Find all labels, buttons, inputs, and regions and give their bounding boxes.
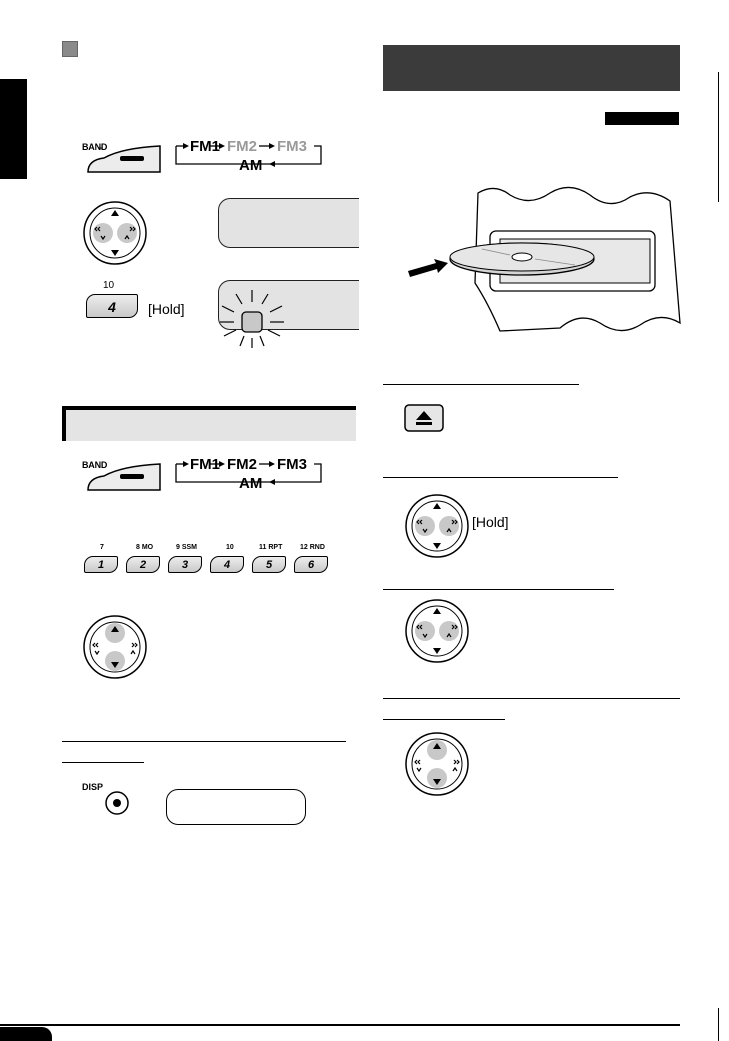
section-heading-box-left [62,406,356,441]
divider-line-short [383,719,505,720]
preset-button-1: 1 [84,556,118,573]
preset-small-label-1: 7 [100,544,104,551]
display-readout-box [166,789,306,825]
edge-mark [718,72,719,202]
band-am: AM [239,157,263,174]
band-sequence-1 [173,136,328,176]
preset-button-4: 4 [86,294,138,318]
hold-label-right: [Hold] [472,514,509,530]
band-sequence-2 [173,454,328,494]
black-marker-tab [605,112,679,125]
preset-button-3: 3 [168,556,202,573]
preset-button-2: 2 [126,556,160,573]
control-dial-icon [404,493,470,559]
divider-line [62,741,346,742]
control-dial-updown-icon [82,614,148,680]
divider-line [383,698,680,699]
hold-label: [Hold] [148,301,185,317]
preset-small-label-4: 10 [226,544,234,551]
preset-small-label-2: 8 MO [136,544,154,551]
band-fm1: FM1 [190,138,220,155]
divider-line-short [62,762,144,763]
band-button-label-2: BAND [82,460,108,470]
control-dial-icon [404,598,470,664]
edge-mark [718,1008,719,1041]
eject-icon [403,403,445,433]
page-number-tab [0,1027,52,1041]
preset-small-label-3: 9 SSM [176,544,198,551]
divider-line [383,589,614,590]
band-button-label: BAND [82,142,108,152]
preset-small-label-6: 12 RND [300,544,325,551]
disc-insert-illustration [400,183,685,343]
language-tab [0,79,27,179]
disp-button-icon [104,790,130,816]
display-panel [218,198,359,248]
disp-button-label: DISP [82,782,104,792]
section-bullet-square [62,41,78,57]
section-heading-box-right [383,45,680,91]
divider-line [383,477,618,478]
preset-small-label-5: 11 RPT [259,544,283,551]
preset-button-4-row: 4 [210,556,244,573]
band-fm3: FM3 [277,138,307,155]
band-fm2-2: FM2 [227,456,257,473]
band-fm2: FM2 [227,138,257,155]
control-dial-updown-icon [404,731,470,797]
preset-button-6: 6 [294,556,328,573]
band-am-2: AM [239,475,263,492]
divider-line [383,384,579,385]
blink-indicator-icon [212,288,294,350]
control-dial-icon [82,200,148,266]
preset-number-above: 10 [103,280,115,291]
band-fm3-2: FM3 [277,456,307,473]
bottom-rule [0,1024,680,1026]
preset-button-5: 5 [252,556,286,573]
band-fm1-2: FM1 [190,456,220,473]
